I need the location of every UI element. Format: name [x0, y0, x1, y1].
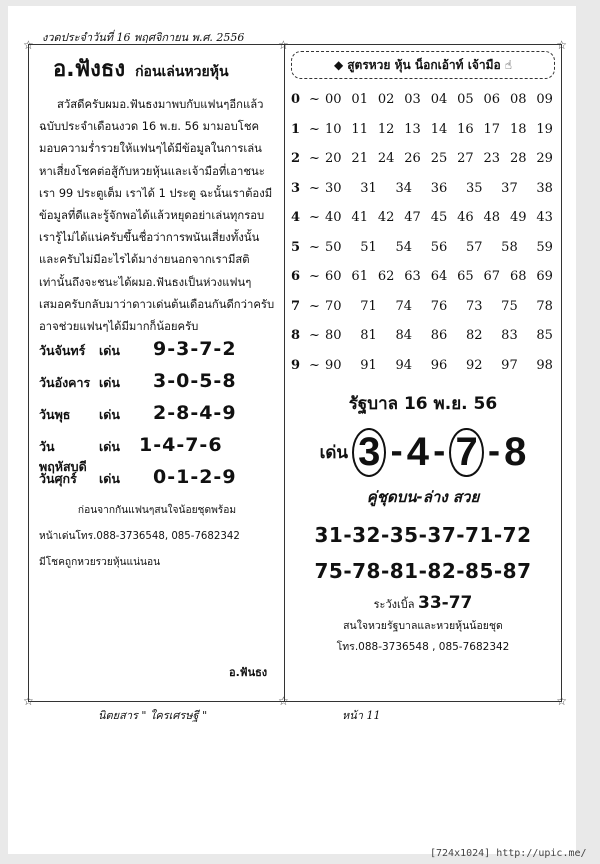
featured-number: 8: [504, 429, 527, 474]
grid-number: 85: [536, 328, 553, 344]
grid-number: 24: [377, 151, 395, 167]
issue-line: งวดประจำวันที่ 16 พฤศจิกายน พ.ศ. 2556: [42, 31, 245, 44]
star-icon: ☆: [278, 694, 289, 708]
day-label: เด่น: [99, 471, 120, 487]
day-label: เด่น: [99, 375, 120, 391]
star-icon: ☆: [23, 694, 34, 708]
day-row: [39, 466, 275, 498]
grid-digit: 7: [291, 298, 301, 314]
contact-phones: หน้าเด่นโทร.088-3736548, 085-7682342: [39, 531, 240, 543]
phone-line: โทร.088-3736548 , 085-7682342: [336, 641, 510, 653]
day-name: วันศุกร์: [39, 471, 77, 487]
grid-numbers: [325, 328, 555, 343]
grid-number: 57: [465, 239, 483, 255]
grid-number: 08: [509, 92, 527, 108]
grid-row: [291, 85, 555, 115]
grid-number: 60: [325, 269, 342, 285]
grid-number: 46: [457, 210, 474, 226]
grid-digit: 1: [291, 121, 301, 137]
grid-number: 26: [404, 151, 421, 167]
dash: -: [390, 434, 403, 470]
watermark: [724x1024] http://upic.me/: [430, 848, 587, 859]
day-numbers: 9-3-7-2: [153, 338, 237, 361]
grid-number: 23: [483, 151, 501, 167]
grid-digit: 2: [291, 151, 301, 167]
featured-number: 3: [352, 428, 386, 477]
star-icon: ☆: [556, 694, 567, 708]
tilde: ~: [309, 151, 320, 167]
grid-row: [291, 321, 555, 351]
grid-number: 74: [395, 298, 413, 314]
watch-label: ระวังเบิ้ล: [373, 598, 415, 611]
grid-number: 27: [457, 151, 474, 167]
grid-number: 92: [465, 357, 483, 373]
star-icon: ☆: [556, 38, 567, 52]
grid-number: 54: [395, 239, 413, 255]
grid-number: 49: [509, 210, 527, 226]
grid-number: 21: [351, 151, 368, 167]
magazine-page: [8, 6, 576, 854]
signature: อ.ฟันธง: [229, 666, 268, 679]
grid-number: 59: [536, 239, 553, 255]
grid-number: 17: [483, 121, 501, 137]
grid-digit: 3: [291, 180, 301, 196]
grid-numbers: [325, 92, 555, 107]
day-row: [39, 370, 275, 402]
featured-number: 7: [449, 428, 483, 477]
closing-note: ก่อนจากกันแฟนๆสนใจน้อยชุดพร้อม: [77, 505, 237, 517]
day-list: [39, 338, 275, 498]
dash: -: [433, 434, 446, 470]
formula-title: สูตรหวย หุ้น น็อกเอ้าท์ เจ้ามือ: [347, 57, 501, 72]
day-row: [39, 338, 275, 370]
grid-numbers: [325, 269, 555, 284]
grid-number: 18: [509, 121, 527, 137]
grid-row: [291, 351, 555, 381]
grid-number: 01: [351, 92, 368, 108]
day-label: เด่น: [99, 343, 120, 359]
grid-number: 41: [351, 210, 368, 226]
day-name: วันพุธ: [39, 407, 71, 423]
grid-row: [291, 233, 555, 263]
pairs-title: คู่ชุดบน-ล่าง สวย: [366, 488, 480, 506]
grid-number: 73: [465, 298, 483, 314]
grid-number: 98: [536, 357, 553, 373]
grid-row: [291, 203, 555, 233]
grid-number: 14: [430, 121, 448, 137]
hand-icon: ☝: [504, 58, 513, 72]
dash: -: [487, 434, 501, 470]
left-title: [53, 51, 275, 86]
grid-number: 40: [325, 210, 342, 226]
interest-line: สนใจหวยรัฐบาลและหวยหุ้นน้อยชุด: [343, 620, 503, 632]
grid-digit: 5: [291, 239, 301, 255]
grid-digit: 0: [291, 92, 301, 108]
grid-number: 09: [536, 92, 553, 108]
grid-row: [291, 174, 555, 204]
day-numbers: 1-4-7-6: [139, 434, 223, 457]
grid-number: 36: [430, 180, 448, 196]
grid-number: 61: [351, 269, 368, 285]
grid-number: 71: [360, 298, 377, 314]
author-name: อ.ฟังธง: [53, 57, 126, 82]
grid-number: 82: [465, 328, 483, 344]
grid-number: 29: [536, 151, 553, 167]
day-numbers: 2-8-4-9: [153, 402, 237, 425]
grid-number: 42: [377, 210, 395, 226]
grid-row: [291, 115, 555, 145]
grid-number: 64: [430, 269, 448, 285]
grid-number: 02: [377, 92, 395, 108]
grid-number: 65: [457, 269, 474, 285]
grid-number: 67: [483, 269, 501, 285]
day-name: วันอังคาร: [39, 375, 91, 391]
grid-number: 81: [360, 328, 377, 344]
featured-label: เด่น: [319, 442, 349, 463]
day-name: วันจันทร์: [39, 343, 86, 359]
grid-number: 63: [404, 269, 421, 285]
grid-number: 05: [457, 92, 474, 108]
intro-paragraph: สวัสดีครับผมอ.ฟันธงมาพบกับแฟนๆอีกแล้วฉบับประจำเดือนงวด 16 พ.ย. 56 มามอบโชคมอบความร่ำรวยให้แฟนๆได้มีข้อมูลในการเล่นหาเสี่ยงโชคต่อสู้กับหวยหุ้นและเจ้ามือที่เอาชนะเรา 99 ประตูเต็ม เราได้ 1 ประตู ฉะนั้นเราต้องมีข้อมูลที่ดีและรู้จักพอได้แล้วหยุดอย่าเล่นทุกรอบเรารู้ไม่ได้แน่ครับขึ้นชื่อว่าการพนันเสี่ยงทั้งนั้นและครับไม่มีอะไรได้มาง่ายนอกจากเรามีสติเท่านั้นถึงจะชนะได้ผมอ.ฟันธงเป็นห่วงแฟนๆเสมอครับกลับมาว่าดาวเด่นต้นเดือนกันดีกว่าครับ อาจช่วยแฟนๆได้มีมากก็น้อยครับ: [39, 98, 275, 334]
column-divider: [284, 45, 285, 701]
grid-number: 30: [325, 180, 342, 196]
grid-number: 04: [430, 92, 448, 108]
day-numbers: 0-1-2-9: [153, 466, 237, 489]
grid-number: 70: [325, 298, 342, 314]
tilde: ~: [309, 298, 320, 314]
grid-number: 51: [360, 239, 377, 255]
pairs-line: 31-32-35-37-71-72: [314, 523, 532, 547]
tilde: ~: [309, 210, 320, 226]
grid-number: 76: [430, 298, 448, 314]
grid-numbers: [325, 240, 555, 255]
grid-number: 06: [483, 92, 501, 108]
closing-blessing: มีโชคถูกหวยรวยหุ้นแน่นอน: [39, 557, 161, 569]
grid-row: [291, 292, 555, 322]
grid-numbers: [325, 181, 555, 196]
formula-title-box: [291, 51, 555, 79]
star-icon: ☆: [278, 38, 289, 52]
grid-number: 50: [325, 239, 342, 255]
grid-number: 25: [430, 151, 448, 167]
grid-number: 90: [325, 357, 342, 373]
grid-number: 48: [483, 210, 501, 226]
grid-number: 35: [465, 180, 483, 196]
tilde: ~: [309, 357, 320, 373]
grid-number: 62: [377, 269, 395, 285]
content-frame: [23, 38, 567, 708]
grid-number: 86: [430, 328, 448, 344]
grid-number: 97: [501, 357, 518, 373]
grid-number: 37: [501, 180, 518, 196]
grid-digit: 4: [291, 210, 301, 226]
grid-number: 78: [536, 298, 553, 314]
featured-numbers: [291, 423, 555, 481]
left-column: [39, 51, 275, 576]
grid-number: 45: [430, 210, 448, 226]
tilde: ~: [309, 92, 320, 108]
grid-number: 13: [404, 121, 421, 137]
grid-numbers: [325, 122, 555, 137]
government-lottery-title: รัฐบาล 16 พ.ย. 56: [348, 394, 498, 414]
day-row: [39, 434, 275, 475]
day-label: เด่น: [99, 439, 120, 455]
grid-numbers: [325, 299, 555, 314]
grid-number: 12: [377, 121, 395, 137]
grid-number: 43: [536, 210, 553, 226]
grid-number: 20: [325, 151, 342, 167]
tilde: ~: [309, 180, 320, 196]
grid-number: 69: [536, 269, 553, 285]
grid-digit: 9: [291, 357, 301, 373]
grid-numbers: [325, 210, 555, 225]
grid-number: 47: [404, 210, 421, 226]
grid-number: 16: [457, 121, 474, 137]
left-subtitle: ก่อนเล่นหวยหุ้น: [135, 64, 229, 80]
magazine-name: นิตยสาร " ใครเศรษฐี ": [98, 709, 208, 722]
tilde: ~: [309, 239, 320, 255]
grid-number: 38: [536, 180, 553, 196]
day-numbers: 3-0-5-8: [153, 370, 237, 393]
tilde: ~: [309, 121, 320, 137]
number-grid: [291, 85, 555, 380]
watch-value: 33-77: [417, 593, 473, 613]
grid-number: 19: [536, 121, 553, 137]
day-name: วันพฤหัสบดี: [39, 439, 87, 475]
pairs-line: 75-78-81-82-85-87: [314, 559, 532, 583]
grid-number: 80: [325, 328, 342, 344]
grid-number: 91: [360, 357, 377, 373]
tilde: ~: [309, 269, 320, 285]
grid-number: 28: [509, 151, 527, 167]
watch-doubles: [291, 593, 555, 613]
grid-number: 68: [509, 269, 527, 285]
featured-number: 4: [406, 429, 430, 474]
day-label: เด่น: [99, 407, 120, 423]
grid-number: 83: [501, 328, 518, 344]
grid-number: 75: [501, 298, 518, 314]
grid-row: [291, 262, 555, 292]
grid-digit: 6: [291, 269, 301, 285]
right-column: [291, 51, 555, 655]
grid-number: 56: [430, 239, 448, 255]
grid-number: 94: [395, 357, 413, 373]
grid-number: 00: [325, 92, 342, 108]
grid-number: 96: [430, 357, 448, 373]
grid-number: 31: [360, 180, 377, 196]
tilde: ~: [309, 328, 320, 344]
grid-numbers: [325, 151, 555, 166]
star-icon: ☆: [23, 38, 34, 52]
grid-number: 11: [351, 121, 368, 137]
day-row: [39, 402, 275, 434]
diamond-icon: ◆: [333, 58, 344, 72]
grid-number: 03: [404, 92, 421, 108]
grid-digit: 8: [291, 328, 301, 344]
grid-row: [291, 144, 555, 174]
page-number: หน้า 11: [342, 709, 381, 722]
grid-number: 34: [395, 180, 413, 196]
grid-number: 58: [501, 239, 518, 255]
grid-numbers: [325, 358, 555, 373]
grid-number: 10: [325, 121, 342, 137]
grid-number: 84: [395, 328, 413, 344]
